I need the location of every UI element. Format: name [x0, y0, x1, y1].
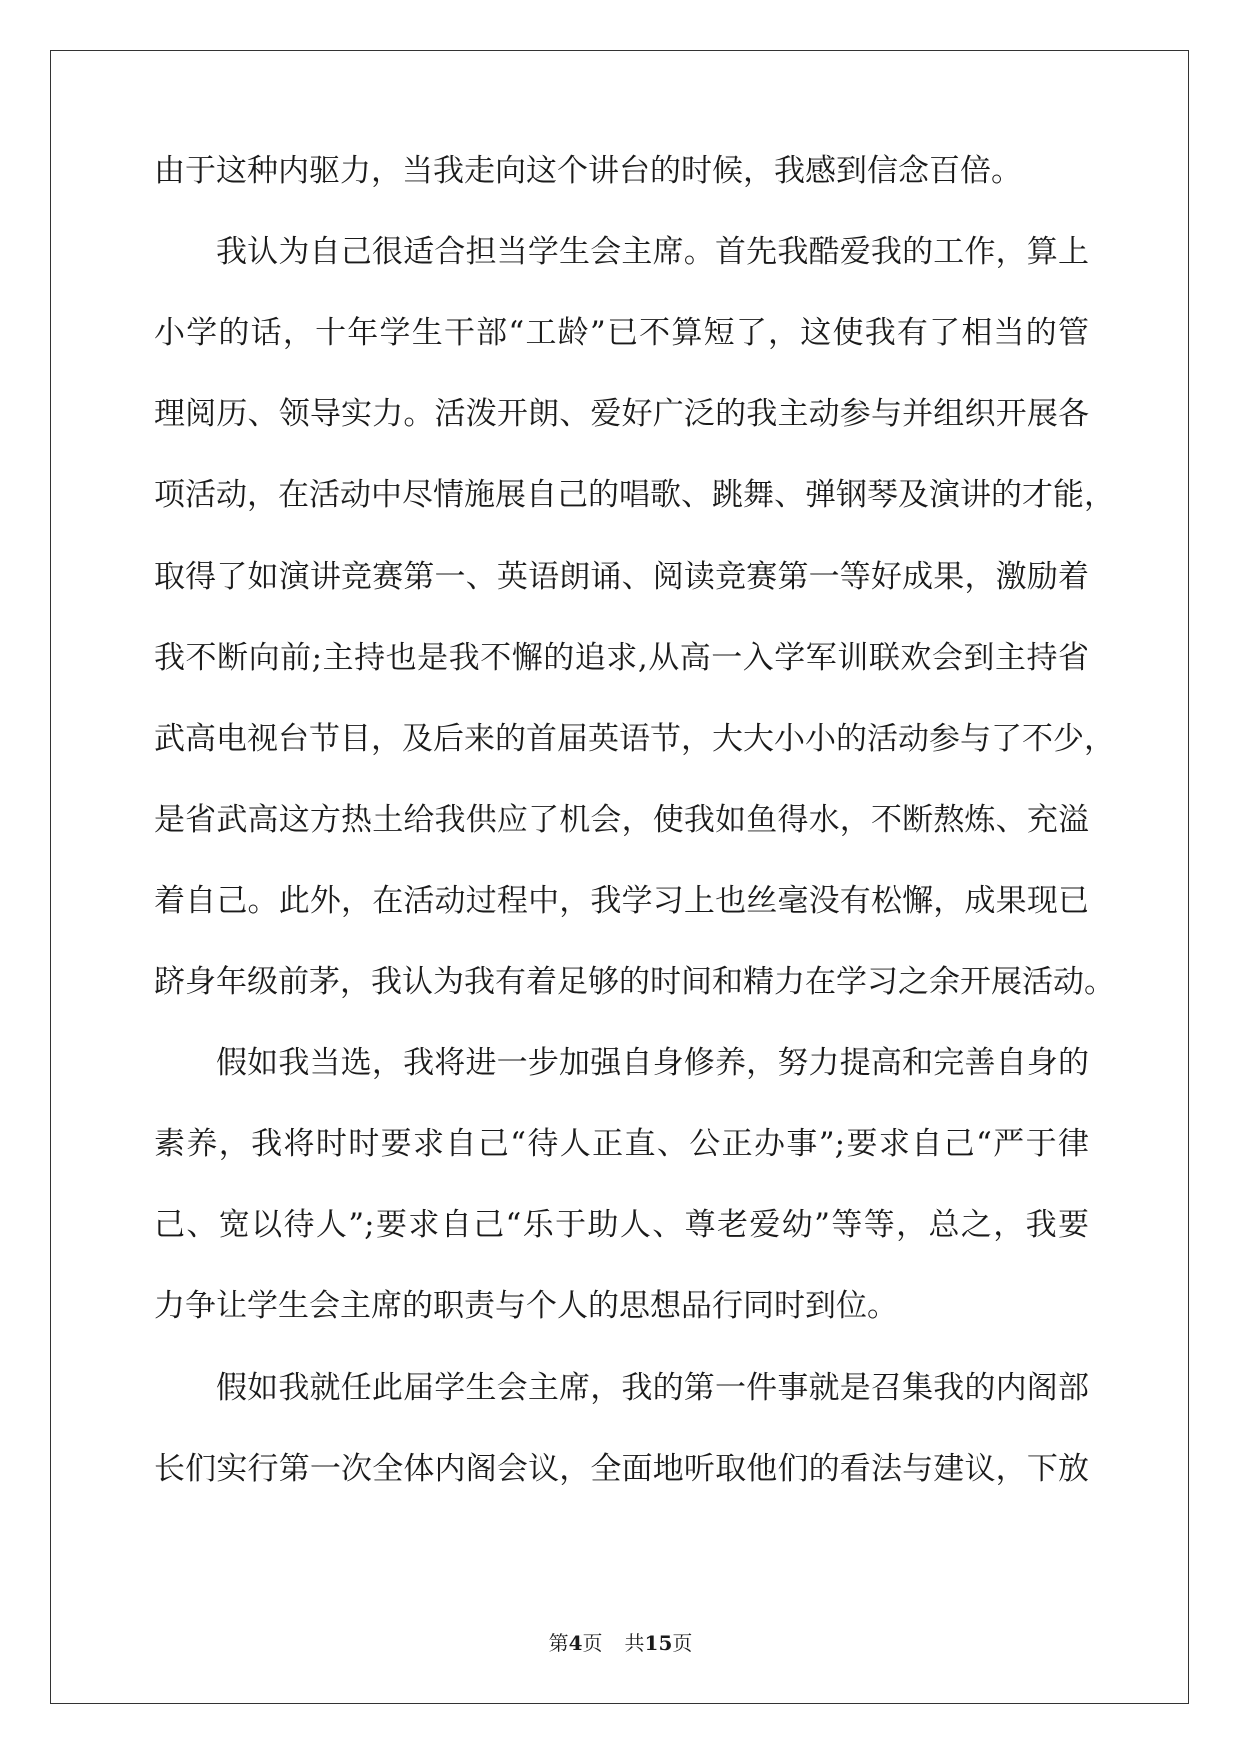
page-prefix: 第 [548, 1631, 569, 1655]
page-footer [0, 1627, 1241, 1656]
text-line-4: 理阅历、领导实力。活泼开朗、爱好广泛的我主动参与并组织开展各 [154, 396, 1089, 433]
text-line-12: 假如我当选，我将进一步加强自身修养，努力提高和完善自身的 [216, 1045, 1089, 1082]
total-suffix: 页 [672, 1631, 693, 1655]
total-pages: 15 [644, 1631, 673, 1655]
text-line-3: 小学的话，十年学生干部“工龄”已不算短了，这使我有了相当的管 [154, 315, 1089, 352]
text-line-1: 由于这种内驱力，当我走向这个讲台的时候，我感到信念百倍。 [154, 153, 1022, 189]
page-suffix: 页 [582, 1631, 603, 1655]
text-line-8: 武高电视台节目，及后来的首届英语节，大大小小的活动参与了不少， [154, 720, 1115, 757]
page-number: 4 [568, 1631, 583, 1655]
text-line-7: 我不断向前;主持也是我不懈的追求,从高一入学军训联欢会到主持省 [154, 639, 1089, 676]
text-line-15: 力争让学生会主席的职责与个人的思想品行同时到位。 [154, 1288, 898, 1325]
text-line-17: 长们实行第一次全体内阁会议，全面地听取他们的看法与建议，下放 [154, 1450, 1089, 1487]
text-line-6: 取得了如演讲竞赛第一、英语朗诵、阅读竞赛第一等好成果，激励着 [154, 558, 1089, 595]
text-line-11: 跻身年级前茅，我认为我有着足够的时间和精力在学习之余开展活动。 [154, 964, 1115, 1000]
text-line-5: 项活动，在活动中尽情施展自己的唱歌、跳舞、弹钢琴及演讲的才能， [154, 477, 1115, 514]
text-line-2: 我认为自己很适合担当学生会主席。首先我酷爱我的工作，算上 [216, 234, 1089, 271]
text-line-16: 假如我就任此届学生会主席，我的第一件事就是召集我的内阁部 [216, 1369, 1089, 1406]
text-line-10: 着自己。此外，在活动过程中，我学习上也丝毫没有松懈，成果现已 [154, 882, 1089, 919]
text-line-9: 是省武高这方热土给我供应了机会，使我如鱼得水，不断熬炼、充溢 [154, 801, 1089, 838]
total-prefix: 共 [624, 1631, 645, 1655]
text-line-13: 素养，我将时时要求自己“待人正直、公正办事”;要求自己“严于律 [154, 1126, 1089, 1163]
text-line-14: 己、宽以待人”;要求自己“乐于助人、尊老爱幼”等等，总之，我要 [154, 1207, 1089, 1244]
